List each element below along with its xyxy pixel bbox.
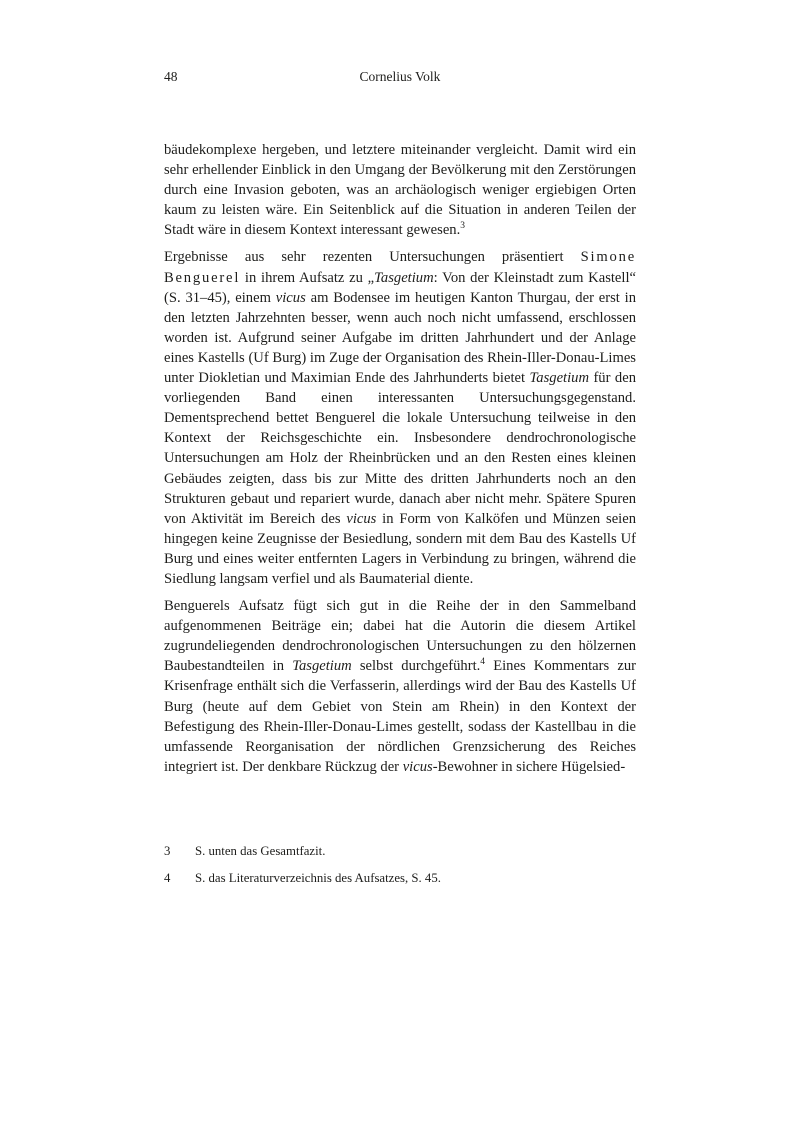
body-paragraph: bäudekomplexe hergeben, und letztere miteinander vergleicht. Damit wird ein sehr erhellender Einblick in den Umgang der Bevölkerung mit den Zerstörungen durch eine Invasion geboten, was an archäologisch weniger ergiebigen Orten kaum zu leisten wäre. Ein Seitenblick auf die Situation in anderen Teilen der Stadt wäre in diesem Kontext interessant gewesen.$^3$ — [164, 142, 636, 239]
footnote — [164, 870, 636, 886]
page-header — [164, 68, 636, 85]
footnote-marker: 4 — [164, 871, 171, 885]
body-paragraph: Ergebnisse aus sehr rezenten Untersuchungen präsentiert Simone Benguerel in ihrem Aufsatz zu „Tasgetium: Von der Kleinstadt zum Kastell“ (S. 31–45), einem vicus am Bodensee im heutigen Kanton Thurgau, der erst in den letzten Jahrzehnten besser, wenn auch noch nicht umfassend, erschlossen worden ist. Aufgrund seiner Aufgabe im dritten Jahrhundert und der Anlage eines Kastells (Uf Burg) im Zuge der Organisation des Rhein-Iller-Donau-Limes unter Diokletian und Maximian Ende des Jahrhunderts bietet Tasgetium für den vorliegenden Band einen interessanten Untersuchungsgegenstand. Dementsprechend bettet Benguerel die lokale Untersuchung teilweise in den Kontext der Reichsgeschichte ein. Insbesondere dendrochronologische Untersuchungen am Holz der Rheinbrücken und an den Resten eines kleinen Gebäudes zeigten, dass bis zur Mitte des dritten Jahrhunderts noch an den Strukturen gebaut und repariert wurde, danach aber nicht mehr. Spätere Spuren von Aktivität im Bereich des vicus in Form von Kalköfen und Münzen seien hingegen keine Zeugnisse der Besiedlung, sondern mit dem Bau des Kastells Uf Burg und eines weiter entfernten Lagers in Verbindung zu bringen, während die Siedlung langsam verfiel und als Baumaterial diente. — [164, 249, 636, 587]
footnote-text: S. das Literaturverzeichnis des Aufsatzes, S. 45. — [195, 871, 441, 885]
footnote-text: S. unten das Gesamtfazit. — [195, 844, 326, 858]
footnotes — [164, 843, 636, 897]
body-paragraph: Benguerels Aufsatz fügt sich gut in die Reihe der in den Sammelband aufgenommenen Beiträge ein; dabei hat die Autorin die diesem Artikel zugrundeliegenden dendrochronologischen Untersuchungen zu den hölzernen Baubestandteilen in Tasgetium selbst durchgeführt.$^4$ Eines Kommentars zur Krisenfrage enthält sich die Verfasserin, allerdings wird der Bau des Kastells Uf Burg (heute auf dem Gebiet von Stein am Rhein) in den Kontext der Befestigung des Rhein-Iller-Donau-Limes gestellt, sodass der Kastellbau in die umfassende Reorganisation der nördlichen Grenzsicherung des Reiches integriert ist. Der denkbare Rückzug der vicus-Bewohner in sichere Hügelsied- — [164, 598, 637, 775]
footnote-marker: 3 — [164, 844, 171, 858]
footnote — [164, 843, 636, 859]
page-number: 48 — [164, 69, 178, 84]
running-header-author: Cornelius Volk — [359, 69, 441, 84]
page-body — [164, 140, 636, 784]
